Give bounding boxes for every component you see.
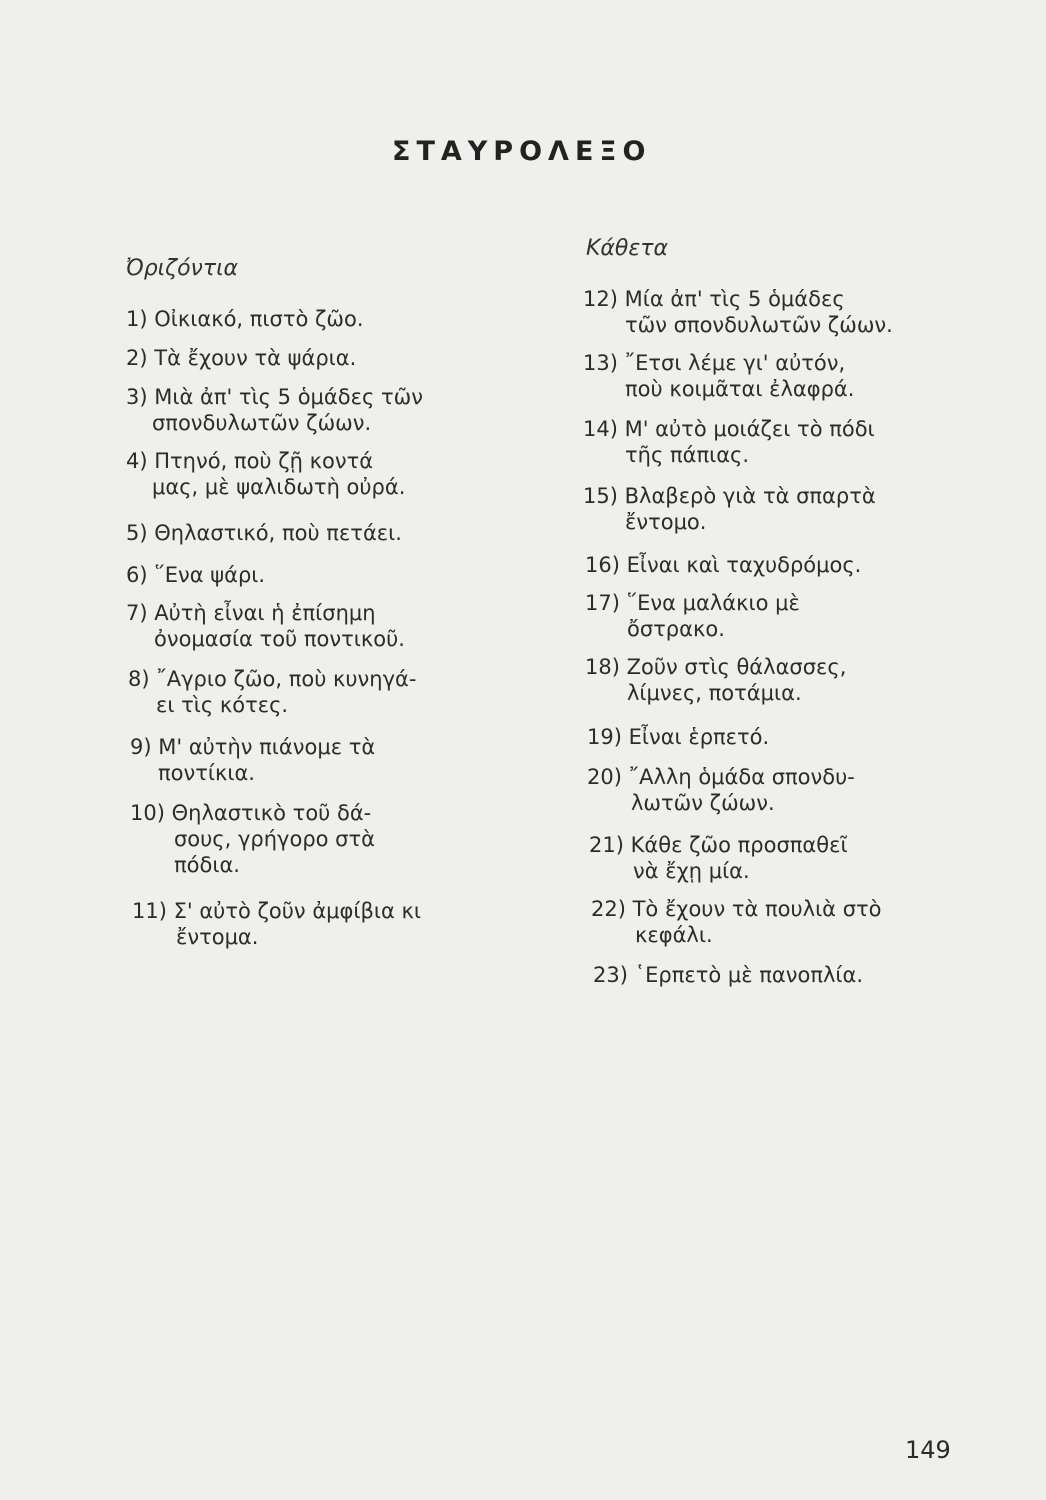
clue-item [128, 666, 416, 718]
horizontal-heading: Ὀριζόντια [126, 256, 239, 281]
clue-text: Μιὰ ἀπ' τὶς 5 ὁμάδες τῶν [154, 385, 423, 409]
clue-number: 9) [130, 735, 152, 759]
clue-text: Οἰκιακό, πιστὸ ζῶο. [154, 307, 364, 331]
clue-number: 8) [128, 667, 150, 691]
clue-text: Τὰ ἔχουν τὰ ψάρια. [154, 346, 357, 370]
clue-number: 20) [587, 765, 622, 789]
clue-number: 4) [126, 449, 148, 473]
clue-text-continued: σπονδυλωτῶν ζώων. [152, 411, 372, 435]
clue-number: 3) [126, 385, 148, 409]
clue-text: ῞Ενα μαλάκιο μὲ [626, 591, 800, 615]
clue-text-continued: λίμνες, ποτάμια. [627, 681, 802, 705]
clue-text: ῎Ετσι λέμε γι' αὐτόν, [624, 351, 846, 375]
clue-text: Θηλαστικό, ποὺ πετάει. [154, 521, 402, 545]
clue-item [126, 448, 405, 500]
clue-item [587, 764, 855, 816]
clue-item [583, 286, 893, 338]
clue-number: 6) [126, 563, 148, 587]
clue-number: 17) [585, 591, 620, 615]
clue-text: Ζοῦν στὶς θάλασσες, [626, 655, 847, 679]
clue-item [132, 898, 421, 950]
clue-text: Σ' αὐτὸ ζοῦν ἀμφίβια κι [173, 899, 421, 923]
clue-text-continued: ἔντομο. [625, 510, 707, 534]
clue-item [126, 562, 265, 588]
clue-item [593, 962, 863, 988]
clue-number: 23) [593, 963, 628, 987]
clue-number: 18) [585, 655, 620, 679]
clue-number: 15) [583, 484, 618, 508]
clue-item [587, 724, 769, 750]
clue-text-continued: ποὺ κοιμᾶται ἐλαφρά. [625, 377, 855, 401]
clue-item [130, 734, 375, 786]
clue-number: 7) [126, 601, 148, 625]
clue-number: 11) [132, 899, 167, 923]
clue-text: ῾Ερπετὸ μὲ πανοπλία. [634, 963, 864, 987]
clue-text: ῞Ενα ψάρι. [154, 563, 266, 587]
clue-text: Μ' αὐτὸ μοιάζει τὸ πόδι [624, 417, 875, 441]
clue-text-continued: νὰ ἔχῃ μία. [633, 859, 750, 883]
page-title: ΣΤΑΥΡΟΛΕΞΟ [392, 136, 652, 167]
clue-text-continued: πόδια. [174, 853, 240, 877]
clue-number: 16) [585, 553, 620, 577]
clue-text: Εἶναι καὶ ταχυδρόμος. [626, 553, 862, 577]
clue-text: Πτηνό, ποὺ ζῇ κοντά [154, 449, 374, 473]
clue-item [130, 800, 375, 878]
clue-text-continued: ὄστρακο. [627, 617, 725, 641]
clue-item [126, 384, 423, 436]
clue-text-continued: τῶν σπονδυλωτῶν ζώων. [625, 313, 893, 337]
clue-item [583, 350, 854, 402]
clue-item [126, 600, 405, 652]
clue-number: 19) [587, 725, 622, 749]
clue-text: Μία ἀπ' τὶς 5 ὁμάδες [624, 287, 845, 311]
vertical-heading: Κάθετα [586, 236, 669, 261]
clue-text: Θηλαστικὸ τοῦ δά- [171, 801, 372, 825]
clue-number: 2) [126, 346, 148, 370]
clue-text: Τὸ ἔχουν τὰ πουλιὰ στὸ [632, 897, 882, 921]
clue-text-continued: ἔντομα. [176, 925, 259, 949]
clue-text: Βλαβερὸ γιὰ τὰ σπαρτὰ [624, 484, 876, 508]
clue-text-continued: τῆς πάπιας. [625, 443, 750, 467]
clue-text: Μ' αὐτὴν πιάνομε τὰ [158, 735, 376, 759]
clue-text-continued: λωτῶν ζώων. [631, 791, 775, 815]
clue-text: Εἶναι ἑρπετό. [628, 725, 770, 749]
clue-item [591, 896, 882, 948]
clue-text-continued: ποντίκια. [158, 761, 255, 785]
clue-number: 13) [583, 351, 618, 375]
clue-number: 14) [583, 417, 618, 441]
clue-number: 12) [583, 287, 618, 311]
clue-text-continued: ει τὶς κότες. [156, 693, 289, 717]
clue-number: 1) [126, 307, 148, 331]
clue-item [126, 520, 402, 546]
clue-number: 21) [589, 833, 624, 857]
clue-text-continued: μας, μὲ ψαλιδωτὴ οὐρά. [152, 475, 406, 499]
clue-text: Αὐτὴ εἶναι ἡ ἐπίσημη [154, 601, 376, 625]
clue-text-continued: σους, γρήγορο στὰ [174, 827, 375, 851]
clue-text-continued: κεφάλι. [635, 923, 713, 947]
clue-text: ῎Αγριο ζῶο, ποὺ κυνηγά- [156, 667, 417, 691]
clue-number: 10) [130, 801, 165, 825]
clue-item [126, 306, 364, 332]
clue-item [126, 345, 356, 371]
clue-item [585, 590, 800, 642]
clue-text-continued: ὀνομασία τοῦ ποντικοῦ. [154, 627, 405, 651]
clue-item [589, 832, 848, 884]
clue-item [583, 483, 876, 535]
clue-number: 22) [591, 897, 626, 921]
clue-text: ῎Αλλη ὁμάδα σπονδυ- [628, 765, 855, 789]
clue-number: 5) [126, 521, 148, 545]
clue-item [583, 416, 875, 468]
clue-text: Κάθε ζῶο προσπαθεῖ [630, 833, 848, 857]
clue-item [585, 552, 861, 578]
page-number: 149 [905, 1436, 951, 1464]
clue-item [585, 654, 846, 706]
